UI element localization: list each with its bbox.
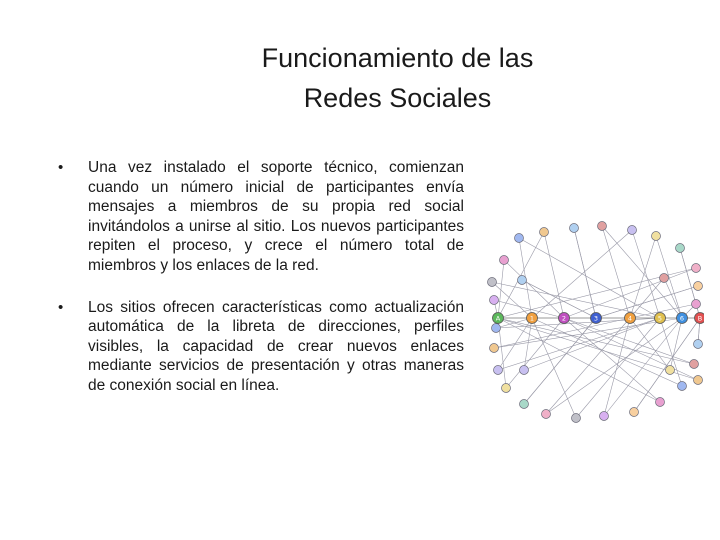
network-node [676,244,685,253]
title-line-1: Funcionamiento de las [261,43,534,73]
bullet-text-2: Los sitios ofrecen características como actualización automática de la libreta de direcciones, perfiles visibles, la capacidad de crear nuevos enlaces mediante servicios de presentación y otras maneras de conexión social en línea. [88,298,464,394]
hub-label: 2 [561,314,567,323]
network-node [660,274,669,283]
hub-label: A [495,314,501,323]
bullet-item-2 [58,298,464,396]
network-edge [519,238,660,318]
network-node [500,256,509,265]
network-node [494,366,503,375]
network-edge [498,260,504,318]
network-node [540,228,549,237]
network-edge [630,236,656,318]
bullet-list [58,158,464,418]
hub-label: 3 [593,314,599,323]
network-node [520,366,529,375]
hub-label: 5 [657,314,663,323]
network-node [518,276,527,285]
network-edge [532,230,632,318]
network-node [666,366,675,375]
network-node [502,384,511,393]
network-node [656,398,665,407]
network-node [652,232,661,241]
network-node [630,408,639,417]
network-node [570,224,579,233]
network-edge [504,260,564,318]
network-node [690,360,699,369]
hub-label: B [697,314,703,323]
network-node [492,324,501,333]
network-edge [602,226,630,318]
network-node [628,226,637,235]
network-node [598,222,607,231]
network-node [515,234,524,243]
network-node [692,264,701,273]
network-edge [664,278,682,318]
network-edge [564,318,694,364]
network-edge [498,232,544,318]
network-node [678,382,687,391]
network-edge [532,318,576,418]
network-node [572,414,581,423]
network-edge [630,318,670,370]
network-edge [574,228,596,318]
network-node [488,278,497,287]
network-node [694,340,703,349]
network-node [694,376,703,385]
network-node [692,300,701,309]
network-node [490,296,499,305]
bullet-dot: • [58,298,64,316]
network-node [520,400,529,409]
hub-label: 1 [529,314,535,323]
network-node [694,282,703,291]
hub-label: 6 [679,314,685,323]
network-node [490,344,499,353]
network-edge [498,318,660,402]
bullet-text-1: Una vez instalado el soporte técnico, comienzan cuando un número inicial de participantes envía mensajes a miembros de su propia red social invitándolos a unirse al sitio. Los nuevos participantes repiten el proceso, y crece el número total de miembros y los enlaces de la red. [88,159,464,274]
title-line-2: Redes Sociales [303,83,492,113]
hub-label: 4 [627,314,633,323]
network-node [542,410,551,419]
social-network-illustration [484,220,704,425]
slide-title [200,38,595,118]
network-node [600,412,609,421]
bullet-item-1 [58,158,464,276]
bullet-dot: • [58,159,64,176]
network-edge [660,318,682,386]
